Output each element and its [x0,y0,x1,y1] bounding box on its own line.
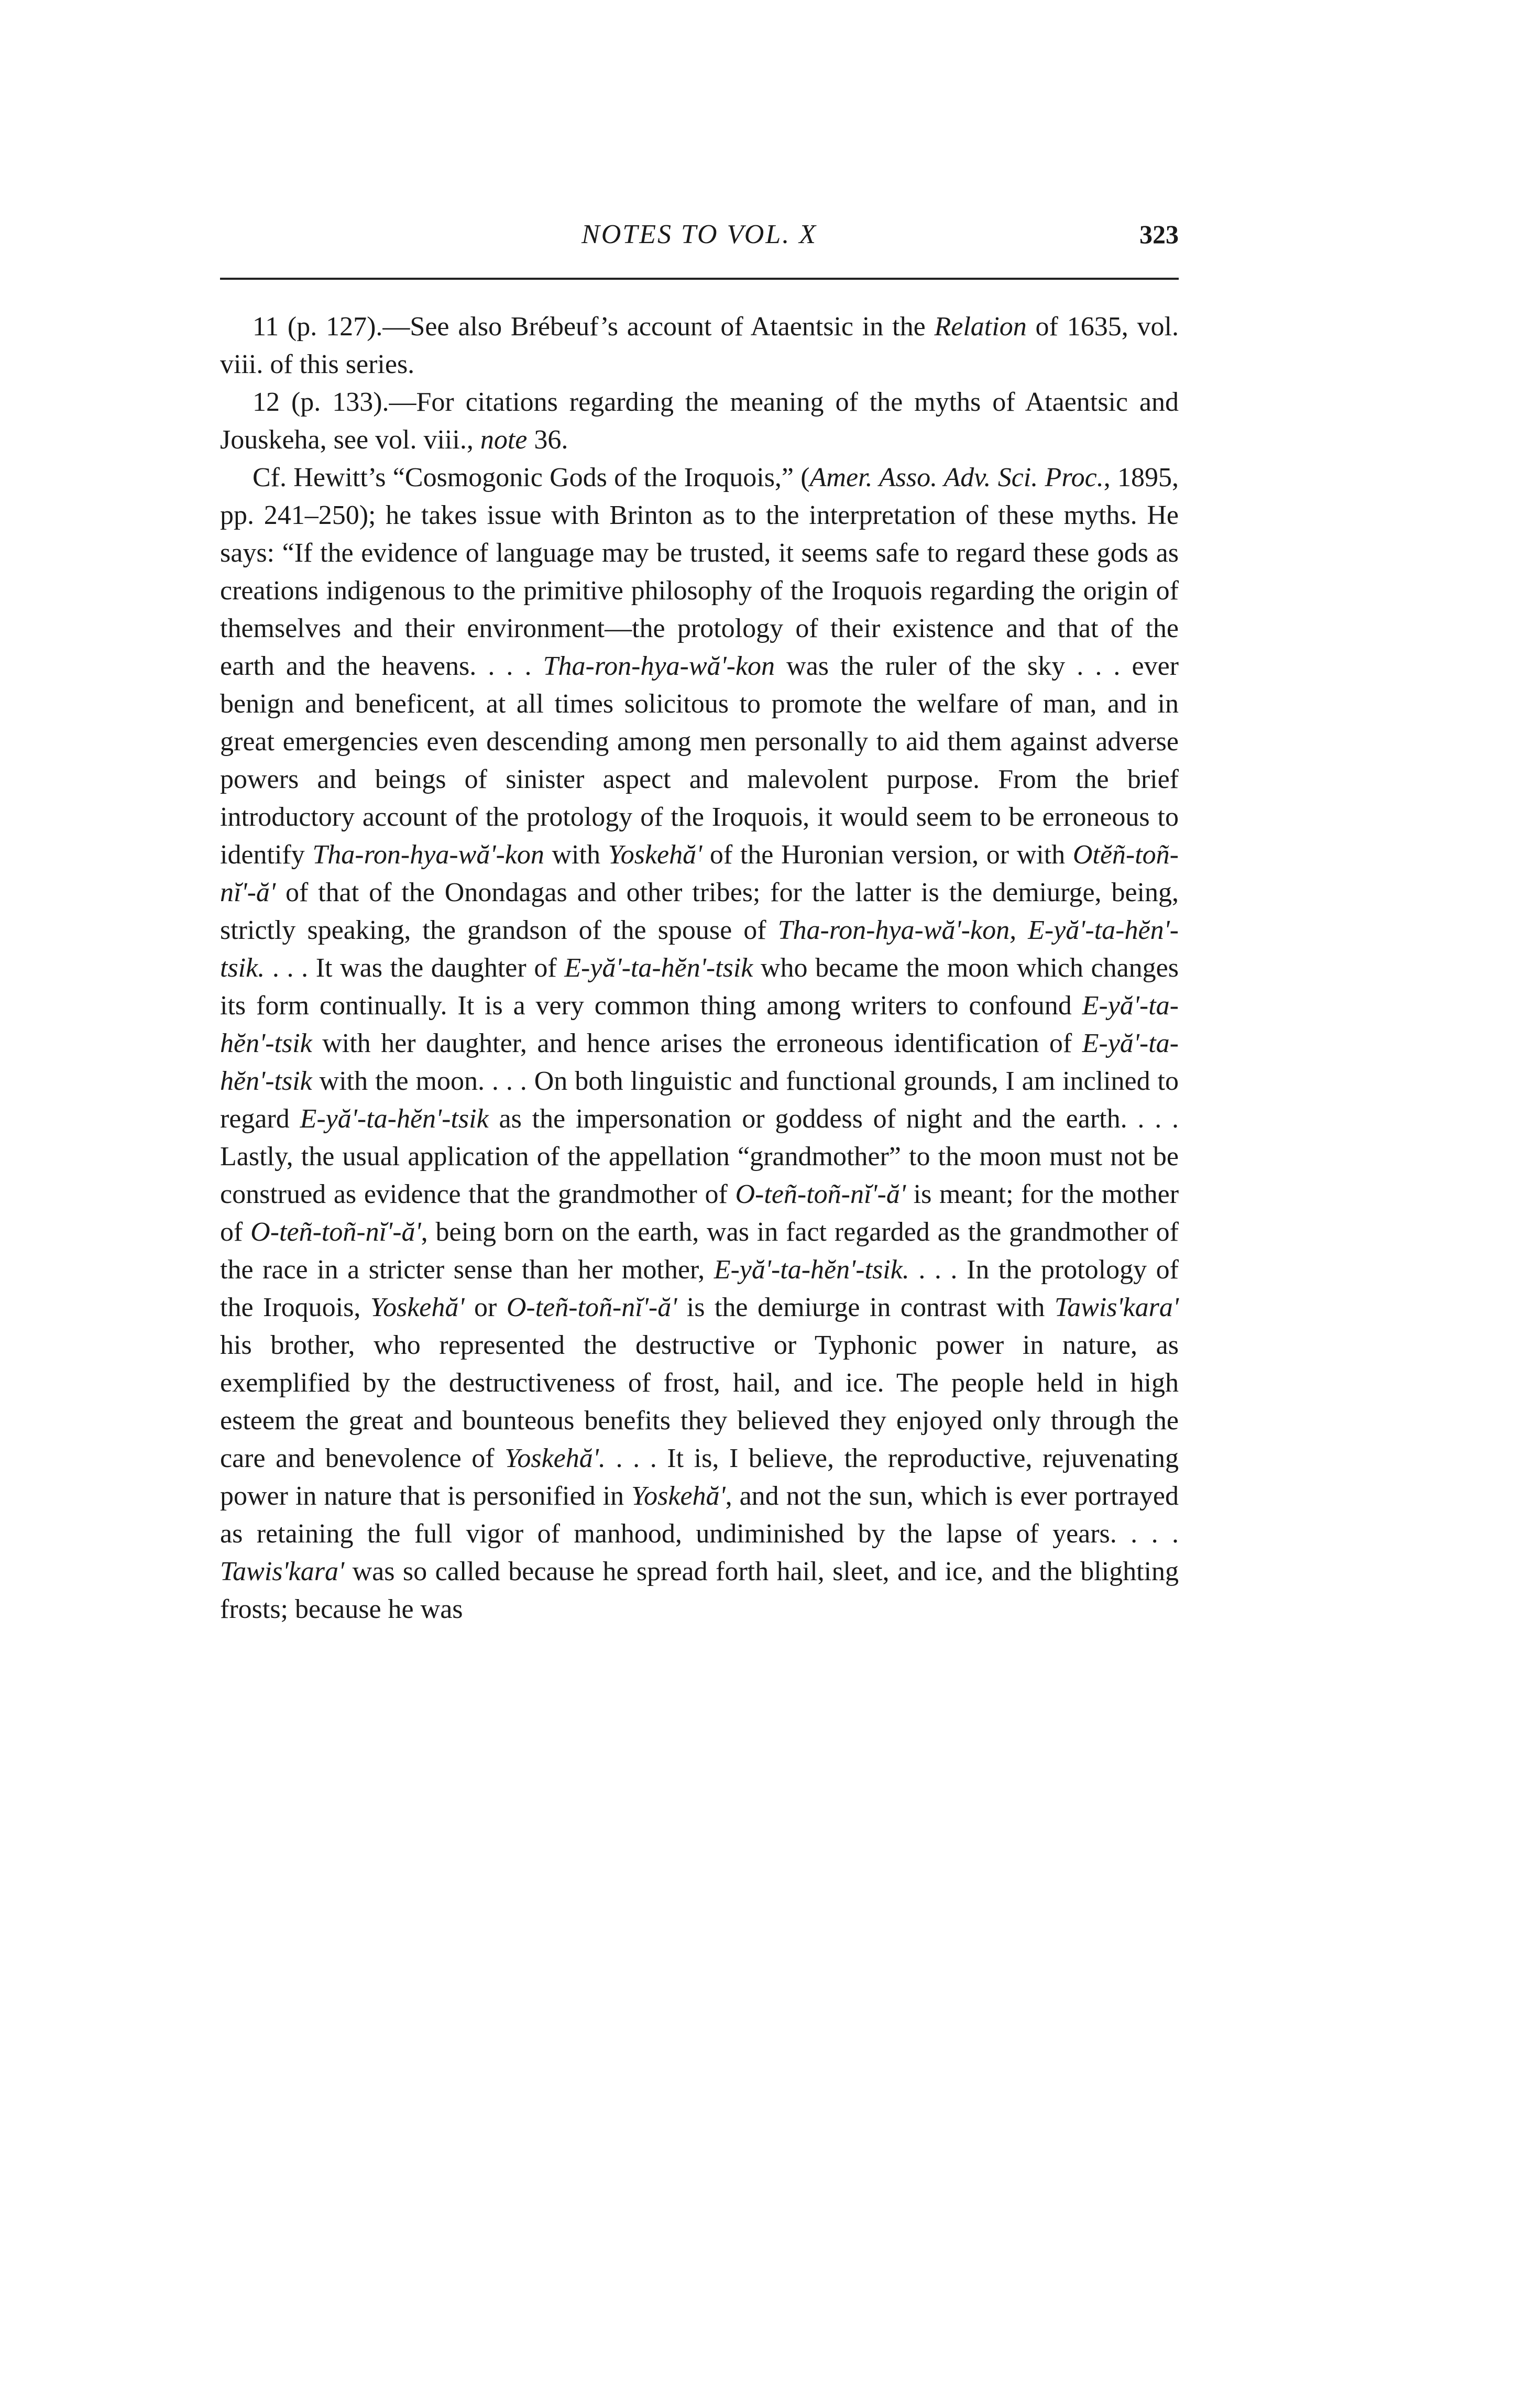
italic-text: E-yă'-ta-hĕn'-tsik [220,991,1179,1058]
running-title: NOTES TO VOL. X [582,220,817,249]
italic-text: E-yă'-ta-hĕn'-tsik. [714,1255,909,1285]
italic-text: O-teñ-toñ-nĭ'-ă' [250,1217,421,1247]
italic-text: E-yă'-ta-hĕn'-tsik [564,953,753,983]
text-run: Cf. Hewitt’s “Cosmogonic Gods of the Iroquois,” ( [253,463,810,492]
text-run: 36. [527,425,568,455]
text-run: . . . It is, I believe, the reproductive, rejuvenating power in nature that is personified in [220,1443,1179,1511]
text-run: who became the moon which changes its form continually. It is a very common thing among writers to confound [220,953,1179,1021]
text-run: was the ruler of the sky . . . ever benign and beneficent, at all times solicitous to promote the welfare of man, and in great emergencies even descending among men personally to aid them against adverse powers and beings of sinister aspect and malevolent purpose. From the brief introductory account of the protology of the Iroquois, it would seem to be erroneous to identify [220,651,1179,870]
text-run: with [544,840,608,870]
italic-text: Yoskehă' [370,1293,465,1322]
italic-text: Yoskehă' [631,1481,726,1511]
text-run: his brother, who represented the destructive or Typhonic power in nature, as exemplified by the destructiveness of frost, hail, and ice. The people held in high esteem the great and bounteous benefits they believed they enjoyed only through the care and benevolence of [220,1330,1179,1473]
text-run: or [464,1293,507,1322]
italic-text: E-yă'-ta-hĕn'-tsik [300,1104,489,1134]
italic-text: O-teñ-toñ-nĭ'-ă' [735,1179,906,1209]
italic-text: Tha-ron-hya-wă'-kon [543,651,775,681]
note-12 [220,384,1179,459]
italic-text: Amer. Asso. Adv. Sci. Proc. [809,463,1104,492]
text-run: . . . In the protology of the Iroquois, [220,1255,1179,1322]
italic-text: Tha-ron-hya-wă'-kon, E-yă'-ta-hĕn'-tsik. [220,915,1179,983]
page-header [220,219,1179,277]
text-run: 11 (p. 127).—See also Brébeuf’s account of Ataentsic in the [253,312,935,342]
italic-text: Yoskehă' [608,840,703,870]
italic-text: Tha-ron-hya-wă'-kon [312,840,544,870]
text-run: . . . It was the daughter of [265,953,565,983]
italic-text: Tawis'kara' [220,1557,345,1586]
text-run: , 1895, pp. 241–250); he takes issue with Brinton as to the interpretation of these myths. He says: “If the evidence of language may be trusted, it seems safe to regard these gods as creations indigenous to the primitive philosophy of the Iroquois regarding the origin of themselves and their environment—the protology of their existence and that of the earth and the heavens. . . . [220,463,1179,681]
italic-text: note [480,425,528,455]
header-rule [220,278,1179,280]
text-run: as the impersonation or goddess of night and the earth. . . . Lastly, the usual application of the appellation “grandmother” to the moon must not be construed as evidence that the grandmother of [220,1104,1179,1209]
text-run: with the moon. . . . On both linguistic and functional grounds, I am inclined to regard [220,1066,1179,1134]
italic-text: Tawis'kara' [1054,1293,1179,1322]
note-12-continuation [220,459,1179,1628]
italic-text: O-teñ-toñ-nĭ'-ă' [506,1293,677,1322]
italic-text: Yoskehă'. [504,1443,606,1473]
note-11 [220,308,1179,384]
text-run: with her daughter, and hence arises the erroneous identification of [312,1028,1082,1058]
text-run: of the Huronian version, or with [702,840,1073,870]
italic-text: Relation [934,312,1027,342]
italic-text: Otĕñ-toñ-nĭ'-ă' [220,840,1179,907]
text-run: was so called because he spread forth hail, sleet, and ice, and the blighting frosts; because he was [220,1557,1179,1624]
text-run: 12 (p. 133).—For citations regarding the meaning of the myths of Ataentsic and Jouskeha, see vol. viii., [220,387,1179,455]
text-run: is the demiurge in contrast with [677,1293,1055,1322]
italic-text: E-yă'-ta-hĕn'-tsik [220,1028,1179,1096]
text-run: is meant; for the mother of [220,1179,1179,1247]
text-run: , being born on the earth, was in fact regarded as the grandmother of the race in a stricter sense than her mother, [220,1217,1179,1285]
page-number: 323 [1139,220,1179,249]
text-run: of that of the Onondagas and other tribes; for the latter is the demiurge, being, strictly speaking, the grandson of the spouse of [220,878,1179,945]
notes-body [220,308,1179,1628]
text-run: of 1635, vol. viii. of this series. [220,312,1179,379]
text-run: , and not the sun, which is ever portrayed as retaining the full vigor of manhood, undiminished by the lapse of years. . . . [220,1481,1179,1549]
